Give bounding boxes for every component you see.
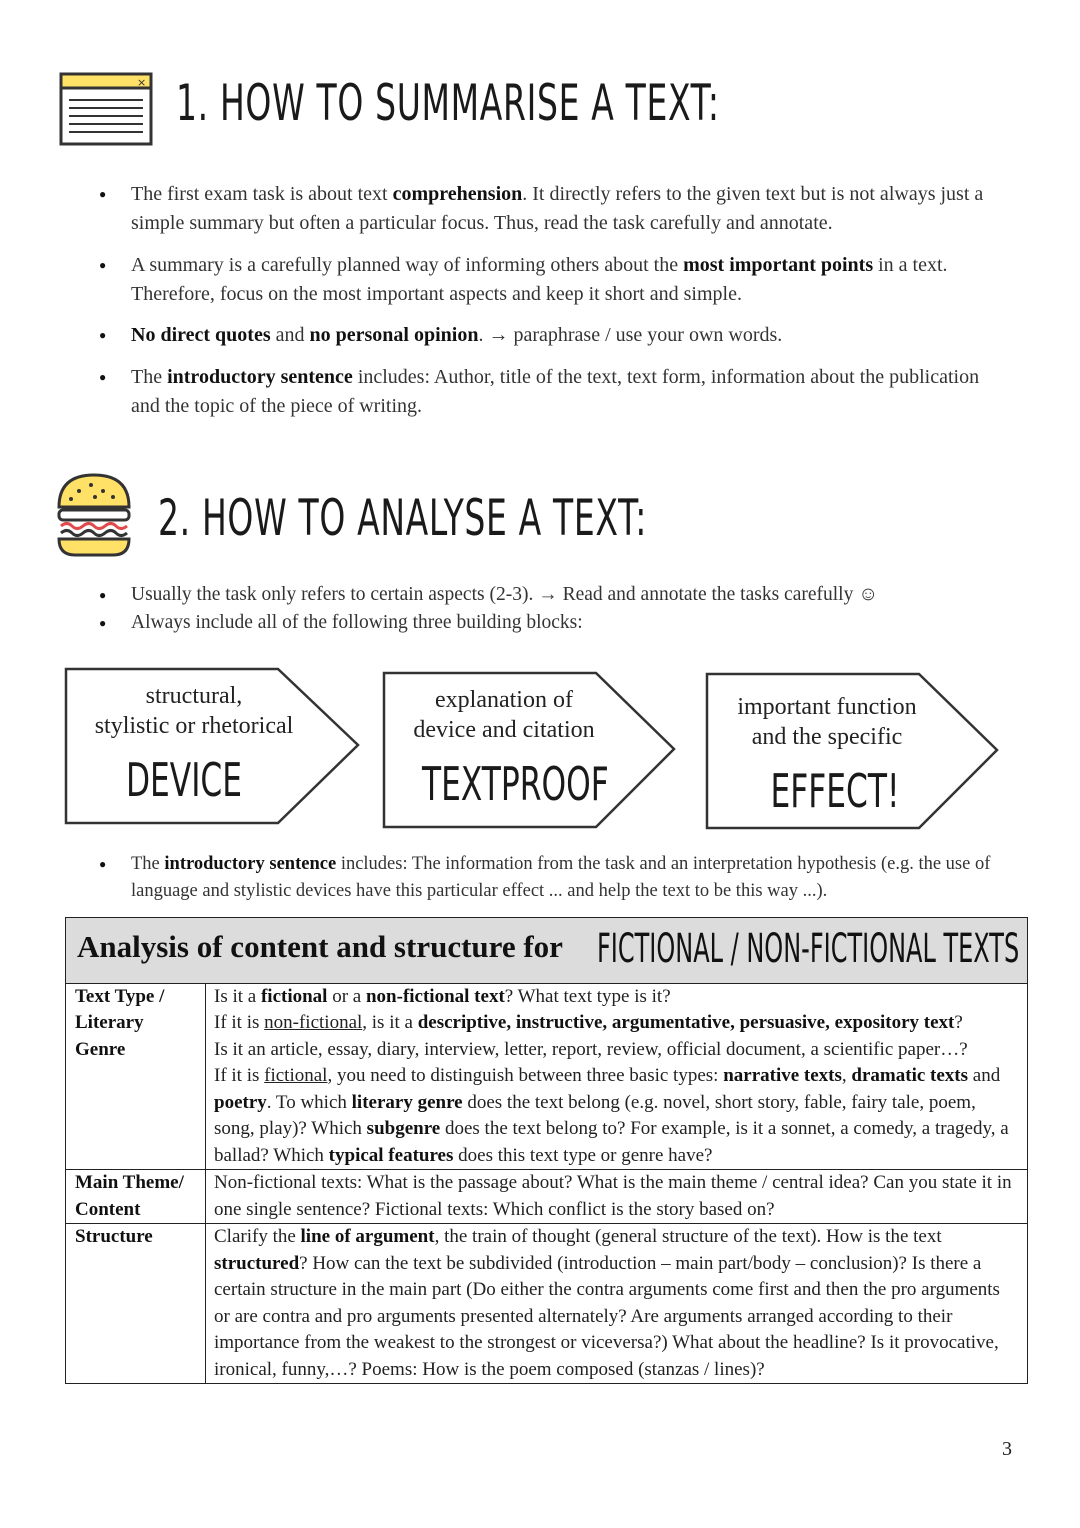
section1-title: 1. HOW TO SUMMARISE A TEXT:: [176, 74, 720, 132]
section2-title: 2. HOW TO ANALYSE A TEXT:: [158, 489, 648, 547]
row-content: Is it a fictional or a non-fictional text? What text type is it? If it is non-fictional, is it a descriptive, instructive, argumentative, persuasive, expository text? Is it an article, essay, diary, interview, letter, report, review, official document, a scientific paper…? If it is fictional, you need to distinguish between three basic types: narrative texts, dramatic texts and poetry. To which literary genre does the text belong (e.g. novel, short story, fable, fairy tale, poem, song, play)? Which subgenre does the text belong to? For example, is it a sonnet, a comedy, a tragedy, a ballad? Which typical features does this text type or genre have?: [206, 983, 1028, 1170]
block-keyword: DEVICE: [125, 753, 243, 807]
block-keyword: EFFECT!: [770, 764, 900, 818]
analysis-table-body: [65, 983, 1028, 1385]
table-row: [66, 1170, 1028, 1224]
browser-window-icon: [59, 72, 153, 146]
section1-bullet: ● The first exam task is about text comprehension. It directly refers to the given text but is not always just a simple summary but often a particular focus. Thus, read the task carefully and annotate.: [131, 180, 1031, 238]
block-top-text: explanation of device and citation: [413, 687, 595, 743]
table-header: [65, 917, 1028, 984]
building-block-textproof: [382, 671, 678, 829]
building-block-effect: [705, 672, 1001, 830]
analysis-table: [65, 917, 1028, 1384]
table-row: [66, 983, 1028, 1170]
section2-bullet: ● Always include all of the following three building blocks:: [131, 609, 1031, 637]
row-label: Main Theme/ Content: [66, 1170, 206, 1224]
row-content: Clarify the line of argument, the train of thought (general structure of the text). How is the text structured? How can the text be subdivided (introduction – main part/body – conclusion)? Is there a certain structure in the main part (Do either the contra arguments come first and then the pro arguments or are contra and pro arguments presented alternately? Are arguments arranged according to their importance from the weakest to the strongest or viceversa?) What about the headline? Is it provocative, ironical, funny,…? Poems: How is the poem composed (stanzas / lines)?: [206, 1224, 1028, 1384]
section1-bullet: ● The introductory sentence includes: Author, title of the text, text form, information about the publication and the topic of the piece of writing.: [131, 363, 991, 421]
block-top-text: important function and the specific: [737, 694, 917, 750]
section2-bullet: ● Usually the task only refers to certain aspects (2-3). → Read and annotate the tasks carefully ☺: [131, 581, 1031, 609]
svg-text:×: ×: [137, 76, 147, 89]
page-number: 3: [1002, 1438, 1012, 1460]
table-row: [66, 1224, 1028, 1384]
table-title-display: FICTIONAL / NON-FICTIONAL TEXTS: [597, 926, 1020, 972]
row-label: Structure: [66, 1224, 206, 1384]
section1-bullet: ● No direct quotes and no personal opinion. → paraphrase / use your own words.: [131, 321, 1011, 350]
section1-bullet: ● A summary is a carefully planned way of informing others about the most important points in a text. Therefore, focus on the most important aspects and keep it short and simple.: [131, 251, 1011, 309]
building-block-device: [64, 667, 360, 825]
row-label: Text Type / Literary Genre: [66, 983, 206, 1170]
row-content: Non-fictional texts: What is the passage about? What is the main theme / central idea? Can you state it in one single sentence? Fictional texts: Which conflict is the story based on?: [206, 1170, 1028, 1224]
intro-sentence-bullet: ● The introductory sentence includes: The information from the task and an interpretation hypothesis (e.g. the use of language and stylistic devices have this particular effect ... and help the text to be this way ...).: [131, 851, 1021, 905]
block-top-text: structural, stylistic or rhetorical: [94, 683, 294, 739]
block-keyword: TEXTPROOF: [422, 757, 609, 811]
table-title: Analysis of content and structure for: [77, 929, 563, 964]
burger-icon: [55, 471, 133, 559]
